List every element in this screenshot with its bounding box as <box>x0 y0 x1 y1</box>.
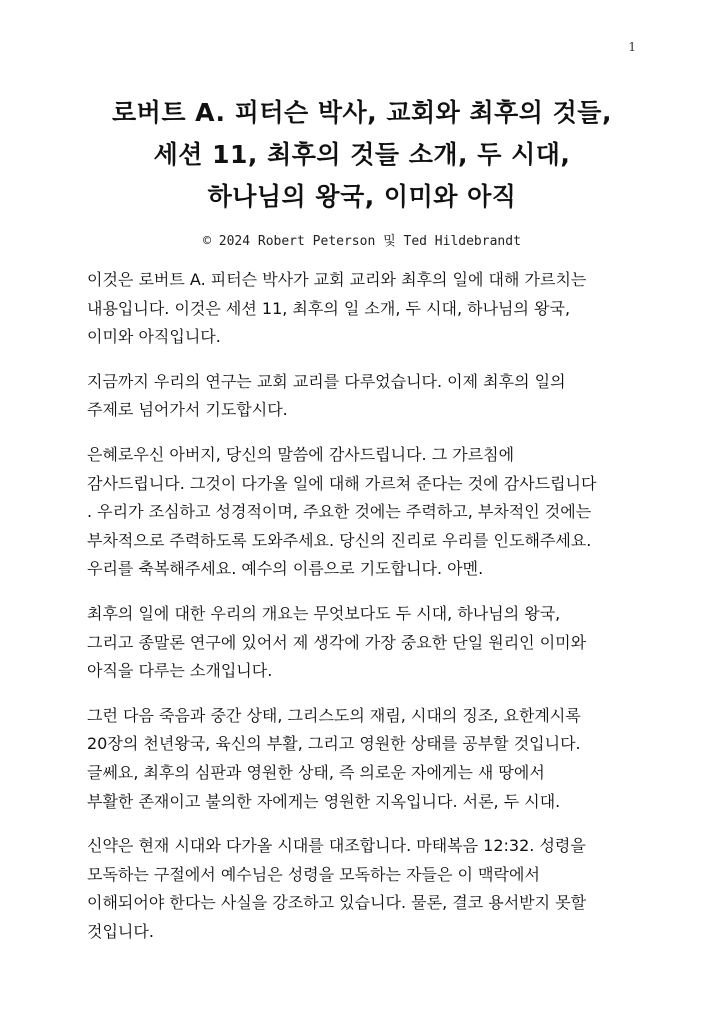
text-line: 지금까지 우리의 연구는 교회 교리를 다루었습니다. 이제 최후의 일의 <box>87 371 566 391</box>
paragraph <box>87 600 647 686</box>
text-line: 아직을 다루는 소개입니다. <box>87 661 273 681</box>
text-line: 20장의 천년왕국, 육신의 부활, 그리고 영원한 상태를 공부할 것입니다. <box>87 734 581 754</box>
text-line: . 우리가 조심하고 성경적이며, 주요한 것에는 주력하고, 부차적인 것에는 <box>87 502 592 522</box>
text-line: 그리고 종말론 연구에 있어서 제 생각에 가장 중요한 단일 원리인 이미와 <box>87 632 587 652</box>
page-number: 1 <box>628 40 636 54</box>
text-line: 글쎄요, 최후의 심판과 영원한 상태, 즉 의로운 자에게는 새 땅에서 <box>87 762 545 782</box>
title-line: 로버트 A. 피터슨 박사, 교회와 최후의 것들, <box>112 98 612 127</box>
text-line: 우리를 축복해주세요. 예수의 이름으로 기도합니다. 아멘. <box>87 559 484 579</box>
document-title <box>0 92 724 218</box>
body-text <box>87 266 647 962</box>
text-line: 최후의 일에 대한 우리의 개요는 무엇보다도 두 시대, 하나님의 왕국, <box>87 603 561 623</box>
text-line: 감사드립니다. 그것이 다가올 일에 대해 가르쳐 준다는 것에 감사드립니다 <box>87 473 597 493</box>
copyright-notice: © 2024 Robert Peterson 및 Ted Hildebrandt <box>203 234 521 249</box>
paragraph <box>87 368 647 425</box>
text-line: 주제로 넘어가서 기도합시다. <box>87 400 288 420</box>
text-line: 은혜로우신 아버지, 당신의 말씀에 감사드립니다. 그 가르침에 <box>87 444 515 464</box>
text-line: 내용입니다. 이것은 세션 11, 최후의 일 소개, 두 시대, 하나님의 왕국, <box>87 298 571 318</box>
title-line: 하나님의 왕국, 이미와 아직 <box>207 182 517 211</box>
paragraph <box>87 702 647 816</box>
text-line: 부차적으로 주력하도록 도와주세요. 당신의 진리로 우리를 인도해주세요. <box>87 530 592 550</box>
text-line: 신약은 현재 시대와 다가올 시대를 대조합니다. 마태복음 12:32. 성령을 <box>87 836 586 856</box>
text-line: 것입니다. <box>87 921 154 941</box>
paragraph <box>87 832 647 946</box>
text-line: 모독하는 구절에서 예수님은 성령을 모독하는 자들은 이 맥락에서 <box>87 864 540 884</box>
title-line: 세션 11, 최후의 것들 소개, 두 시대, <box>153 140 571 169</box>
paragraph <box>87 441 647 584</box>
text-line: 부활한 존재이고 불의한 자에게는 영원한 지옥입니다. 서론, 두 시대. <box>87 791 561 811</box>
text-line: 그런 다음 죽음과 중간 상태, 그리스도의 재림, 시대의 징조, 요한계시록 <box>87 705 581 725</box>
paragraph <box>87 266 647 352</box>
text-line: 이것은 로버트 A. 피터슨 박사가 교회 교리와 최후의 일에 대해 가르치는 <box>87 270 587 289</box>
text-line: 이해되어야 한다는 사실을 강조하고 있습니다. 물론, 결코 용서받지 못할 <box>87 893 587 913</box>
text-line: 이미와 아직입니다. <box>87 327 221 347</box>
